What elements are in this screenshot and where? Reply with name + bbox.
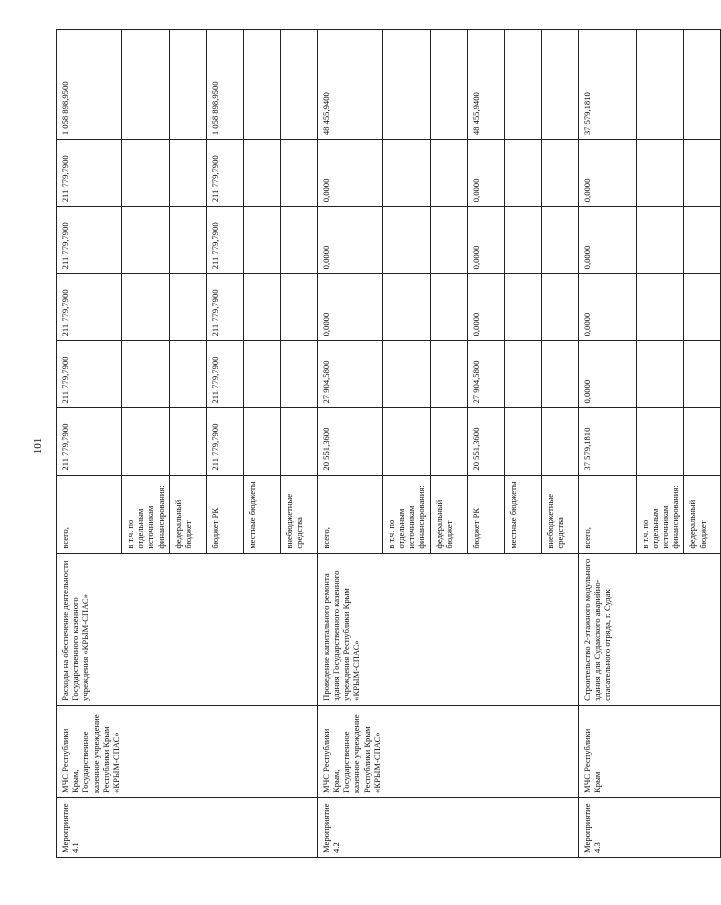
table-row bbox=[578, 30, 636, 858]
year-value-cell: 0,0000 bbox=[578, 140, 636, 207]
total-value-cell bbox=[280, 30, 317, 140]
year-value-cell: 0,0000 bbox=[317, 140, 382, 207]
funding-source-label: всего, bbox=[57, 475, 122, 553]
year-value-cell bbox=[430, 274, 467, 341]
funding-source-label: в т.ч. по отдельным источникам финансирования: bbox=[636, 475, 684, 553]
description-cell: Проведение капитального ремонта здания Государственного казенного учреждения Республики Крым «КРЫМ-СПАС» bbox=[317, 553, 578, 705]
year-value-cell bbox=[684, 408, 721, 475]
year-value-cell bbox=[382, 140, 430, 207]
year-value-cell: 211 779,7900 bbox=[206, 207, 243, 274]
year-value-cell bbox=[684, 140, 721, 207]
measure-name-cell: Мероприятие 4.3 bbox=[578, 797, 721, 857]
year-value-cell bbox=[243, 274, 280, 341]
year-value-cell bbox=[504, 207, 541, 274]
year-value-cell bbox=[382, 341, 430, 408]
year-value-cell bbox=[243, 140, 280, 207]
year-value-cell: 0,0000 bbox=[578, 274, 636, 341]
year-value-cell bbox=[122, 140, 170, 207]
year-value-cell bbox=[280, 274, 317, 341]
year-value-cell: 27 904,5800 bbox=[317, 341, 382, 408]
rotated-table-container bbox=[56, 29, 708, 858]
year-value-cell bbox=[169, 341, 206, 408]
year-value-cell bbox=[430, 408, 467, 475]
year-value-cell bbox=[684, 341, 721, 408]
year-value-cell: 0,0000 bbox=[317, 274, 382, 341]
total-value-cell: 1 058 898,9500 bbox=[206, 30, 243, 140]
year-value-cell bbox=[636, 274, 684, 341]
year-value-cell bbox=[541, 341, 578, 408]
year-value-cell bbox=[169, 207, 206, 274]
executor-cell: МЧС Республики Крым bbox=[578, 705, 721, 797]
funding-source-label: в т.ч. по отдельным источникам финансирования: bbox=[382, 475, 430, 553]
table-row bbox=[57, 30, 122, 858]
executor-cell: МЧС Республики Крым, Государственное казенное учреждение Республики Крым «КРЫМ-СПАС» bbox=[317, 705, 578, 797]
year-value-cell bbox=[122, 274, 170, 341]
year-value-cell bbox=[541, 140, 578, 207]
year-value-cell: 211 779,7900 bbox=[57, 408, 122, 475]
year-value-cell: 211 779,7900 bbox=[57, 140, 122, 207]
year-value-cell: 0,0000 bbox=[317, 207, 382, 274]
year-value-cell bbox=[430, 341, 467, 408]
funding-source-label: федеральный бюджет bbox=[169, 475, 206, 553]
funding-source-label: в т.ч. по отдельным источникам финансирования: bbox=[122, 475, 170, 553]
year-value-cell: 211 779,7900 bbox=[206, 408, 243, 475]
year-value-cell: 211 779,7900 bbox=[57, 207, 122, 274]
description-cell: Строительство 2-этажного модульного здания для Судакского аварийно-спасательного отряда, г. Судак bbox=[578, 553, 721, 705]
total-value-cell: 1 058 898,9500 bbox=[57, 30, 122, 140]
total-value-cell bbox=[430, 30, 467, 140]
funding-source-label: внебюджетные средства bbox=[541, 475, 578, 553]
year-value-cell bbox=[541, 207, 578, 274]
funding-source-label: внебюджетные средства bbox=[280, 475, 317, 553]
year-value-cell bbox=[430, 140, 467, 207]
year-value-cell: 0,0000 bbox=[578, 341, 636, 408]
measure-name-cell: Мероприятие 4.2 bbox=[317, 797, 578, 857]
year-value-cell bbox=[280, 408, 317, 475]
year-value-cell bbox=[122, 207, 170, 274]
year-value-cell bbox=[280, 341, 317, 408]
funding-source-label: федеральный бюджет bbox=[430, 475, 467, 553]
total-value-cell bbox=[122, 30, 170, 140]
year-value-cell: 0,0000 bbox=[467, 274, 504, 341]
year-value-cell bbox=[684, 274, 721, 341]
year-value-cell bbox=[636, 140, 684, 207]
funding-source-label: всего, bbox=[578, 475, 636, 553]
year-value-cell bbox=[636, 207, 684, 274]
year-value-cell: 0,0000 bbox=[578, 207, 636, 274]
total-value-cell bbox=[382, 30, 430, 140]
funding-source-label: местные бюджеты bbox=[243, 475, 280, 553]
funding-source-label: бюджет РК bbox=[467, 475, 504, 553]
year-value-cell bbox=[243, 207, 280, 274]
total-value-cell bbox=[504, 30, 541, 140]
year-value-cell: 211 779,7900 bbox=[206, 274, 243, 341]
total-value-cell: 37 579,1810 bbox=[578, 30, 636, 140]
year-value-cell bbox=[382, 207, 430, 274]
funding-source-label: всего, bbox=[317, 475, 382, 553]
year-value-cell bbox=[504, 341, 541, 408]
total-value-cell: 48 455,9400 bbox=[467, 30, 504, 140]
executor-cell: МЧС Республики Крым, Государственное казенное учреждение Республики Крым «КРЫМ-СПАС» bbox=[57, 705, 318, 797]
description-cell: Расходы на обеспечение деятельности Государственного казенного учреждения «КРЫМ-СПАС» bbox=[57, 553, 318, 705]
year-value-cell bbox=[504, 408, 541, 475]
year-value-cell: 211 779,7900 bbox=[57, 341, 122, 408]
year-value-cell bbox=[122, 408, 170, 475]
year-value-cell bbox=[280, 140, 317, 207]
year-value-cell: 0,0000 bbox=[467, 207, 504, 274]
year-value-cell bbox=[243, 408, 280, 475]
year-value-cell bbox=[382, 408, 430, 475]
year-value-cell bbox=[243, 341, 280, 408]
year-value-cell bbox=[280, 207, 317, 274]
table-body bbox=[57, 30, 721, 858]
year-value-cell: 211 779,7900 bbox=[57, 274, 122, 341]
total-value-cell bbox=[243, 30, 280, 140]
year-value-cell bbox=[169, 140, 206, 207]
year-value-cell: 37 579,1810 bbox=[578, 408, 636, 475]
year-value-cell: 27 904,5800 bbox=[467, 341, 504, 408]
table-viewport bbox=[56, 29, 708, 858]
funding-source-label: местные бюджеты bbox=[504, 475, 541, 553]
year-value-cell: 211 779,7900 bbox=[206, 140, 243, 207]
year-value-cell bbox=[504, 274, 541, 341]
total-value-cell bbox=[636, 30, 684, 140]
year-value-cell bbox=[169, 408, 206, 475]
year-value-cell bbox=[122, 341, 170, 408]
table-row bbox=[317, 30, 382, 858]
year-value-cell bbox=[541, 274, 578, 341]
year-value-cell bbox=[382, 274, 430, 341]
year-value-cell bbox=[636, 408, 684, 475]
total-value-cell bbox=[684, 30, 721, 140]
total-value-cell: 48 455,9400 bbox=[317, 30, 382, 140]
funding-source-label: бюджет РК bbox=[206, 475, 243, 553]
year-value-cell: 20 551,3600 bbox=[467, 408, 504, 475]
funding-source-label: федеральный бюджет bbox=[684, 475, 721, 553]
total-value-cell bbox=[541, 30, 578, 140]
year-value-cell bbox=[504, 140, 541, 207]
year-value-cell bbox=[636, 341, 684, 408]
year-value-cell bbox=[684, 207, 721, 274]
year-value-cell: 211 779,7900 bbox=[206, 341, 243, 408]
total-value-cell bbox=[169, 30, 206, 140]
page-number: 101 bbox=[32, 437, 44, 455]
year-value-cell bbox=[541, 408, 578, 475]
year-value-cell bbox=[430, 207, 467, 274]
year-value-cell: 0,0000 bbox=[467, 140, 504, 207]
year-value-cell: 20 551,3600 bbox=[317, 408, 382, 475]
financing-table bbox=[56, 29, 721, 858]
measure-name-cell: Мероприятие 4.1 bbox=[57, 797, 318, 857]
year-value-cell bbox=[169, 274, 206, 341]
